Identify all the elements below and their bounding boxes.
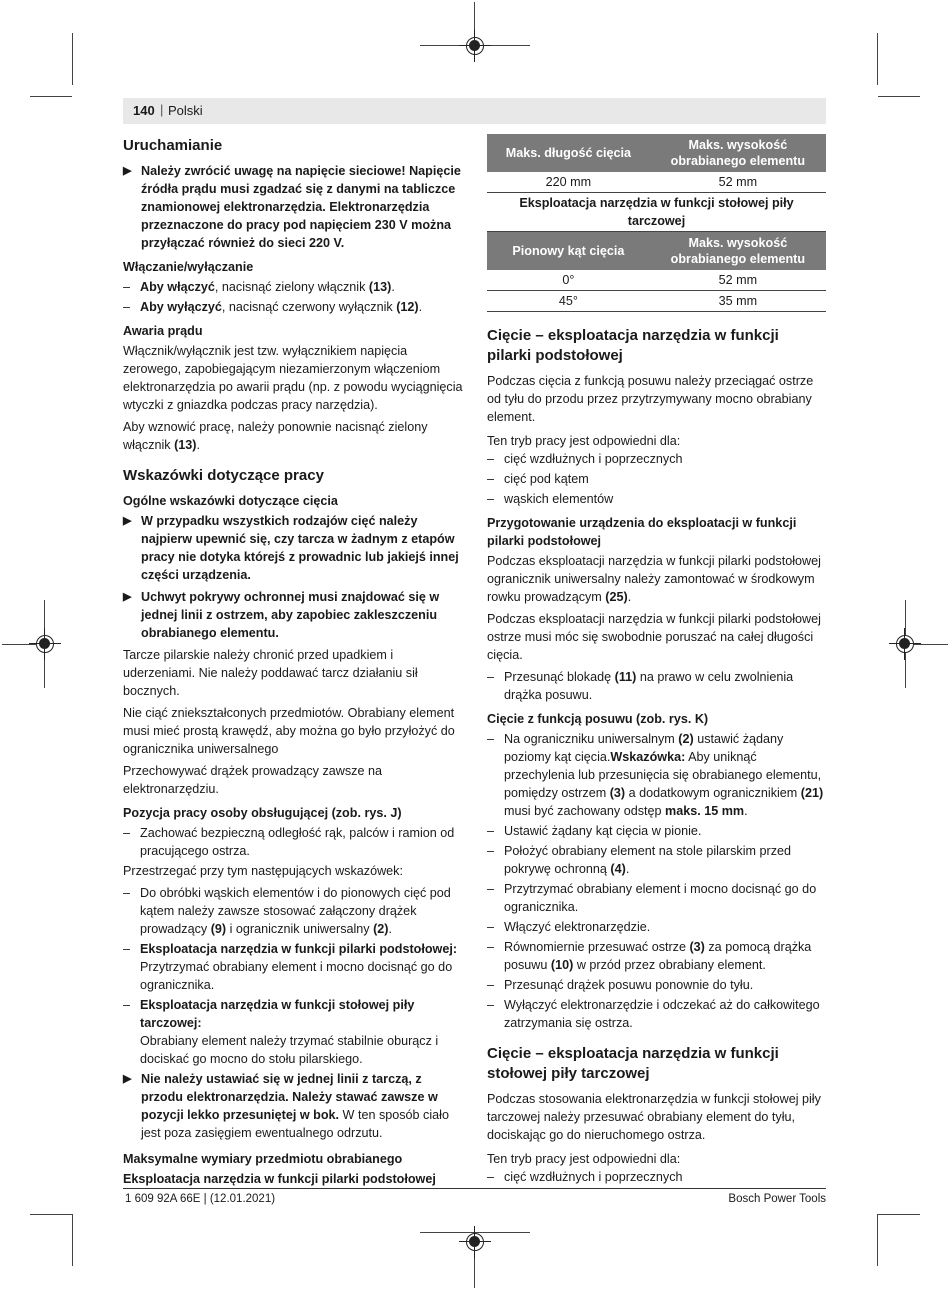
paragraph-protect: Tarcze pilarskie należy chronić przed upadkiem i uderzeniami. Nie należy poddawać tarcz działaniu sił bocznych. — [123, 648, 418, 698]
list-item-cuts-2: – cięć wzdłużnych i poprzecznych — [487, 1168, 827, 1186]
paragraph-stolowa: Podczas stosowania elektronarzędzia w funkcji stołowej piły tarczowej należy przesuwać obrabiany element do tyłu, dociskając go do nieruchomego ostrza. — [487, 1092, 821, 1142]
warning-voltage: ▶ Należy zwrócić uwagę na napięcie sieciowe! Napięcie źródła prądu musi zgadzać się z danymi na tabliczce znamionowej elektronarzędzia. Elektronarzędzia przeznaczone do pracy pod napięciem 230 V można przyłączać również do sieci 220 V. — [123, 162, 463, 252]
warning-blade-contact: ▶ W przypadku wszystkich rodzajów cięć należy najpierw upewnić się, czy tarcza w żadnym z etapów pracy nie dotyka którejś z prowadnic lub jakiejś innej części urządzenia. — [123, 512, 463, 584]
page-header — [123, 98, 826, 124]
list-item-step3: – Położyć obrabiany element na stole pilarskim przed pokrywę ochronną (4). — [487, 842, 827, 878]
heading-przygotowanie: Przygotowanie urządzenia do eksploatacji w funkcji pilarki podstołowej — [487, 516, 797, 548]
paragraph-awaria-restart: Aby wznowić pracę, należy ponownie nacisnąć zielony włącznik (13). — [123, 420, 428, 452]
table-header-cell: Pionowy kąt cięcia — [487, 232, 650, 271]
warning-stand-aside: ▶ Nie należy ustawiać się w jednej linii z tarczą, z przodu elektronarzędzia. Należy stawać zawsze w pozycji lekko przesuniętej w bok. W ten sposób ciało jest poza zasięgiem ewentualnego odrzutu. — [123, 1070, 463, 1142]
heading-ogolne: Ogólne wskazówki dotyczące cięcia — [123, 494, 338, 508]
list-item-undertable: – Eksploatacja narzędzia w funkcji pilarki podstołowej: Przytrzymać obrabiany element i mocno docisnąć go do ogranicznika. — [123, 940, 463, 994]
heading-uruchamianie: Uruchamianie — [123, 137, 223, 154]
table-row — [487, 270, 826, 291]
list-item-lock: – Przesunąć blokadę (11) na prawo w celu zwolnienia drążka posuwu. — [487, 668, 827, 704]
table-cell: 220 mm — [487, 172, 650, 193]
left-column — [123, 134, 463, 1190]
table-header-row — [487, 134, 826, 172]
list-item-step7: – Przesunąć drążek posuwu ponownie do tyłu. — [487, 976, 827, 994]
table-section-row — [487, 193, 826, 232]
list-item-angle: – cięć pod kątem — [487, 470, 827, 488]
heading-pozycja: Pozycja pracy osoby obsługującej (zob. rys. J) — [123, 806, 402, 820]
list-item-tablesaw: – Eksploatacja narzędzia w funkcji stołowej piły tarczowej: Obrabiany element należy trzymać stabilnie oburącz i dociskać go mocno do stołu pilarskiego. — [123, 996, 463, 1068]
list-item-step6: – Równomiernie przesuwać ostrze (3) za pomocą drążka posuwu (10) w przód przez obrabiany element. — [487, 938, 827, 974]
registration-mark-icon — [466, 37, 484, 55]
heading-maks: Maksymalne wymiary przedmiotu obrabianego — [123, 1152, 403, 1166]
list-item-step5: – Włączyć elektronarzędzie. — [487, 918, 827, 936]
paragraph-follow: Przestrzegać przy tym następujących wskazówek: — [123, 864, 403, 878]
crop-mark — [30, 96, 72, 97]
page-number: 140 — [133, 103, 155, 118]
list-item-narrow: – wąskich elementów — [487, 490, 827, 508]
crop-mark — [877, 1214, 878, 1266]
list-item-on: – Aby włączyć, nacisnąć zielony włącznik (13). — [123, 278, 463, 296]
crop-mark — [878, 96, 920, 97]
table-header-cell: Maks. wysokość obrabianego elementu — [650, 232, 826, 271]
heading-pilarka: Cięcie – eksploatacja narzędzia w funkcji pilarki podstołowej — [487, 327, 779, 364]
table-cell: 35 mm — [650, 291, 826, 312]
dimensions-table — [487, 134, 826, 312]
heading-posuw: Cięcie z funkcją posuwu (zob. rys. K) — [487, 712, 709, 726]
page-footer — [123, 1188, 826, 1205]
table-header-cell: Maks. długość cięcia — [487, 134, 650, 172]
list-item-narrow: – Do obróbki wąskich elementów i do pionowych cięć pod kątem należy zawsze stosować załączony drążek prowadzący (9) i ogranicznik uniwersalny (2). — [123, 884, 463, 938]
table-section-title: Eksploatacja narzędzia w funkcji stołowej piły tarczowej — [487, 193, 826, 232]
table-cell: 0° — [487, 270, 650, 291]
heading-awaria: Awaria prądu — [123, 324, 203, 338]
language-label: Polski — [168, 103, 203, 118]
registration-mark-icon — [36, 635, 54, 653]
footer-brand: Bosch Power Tools — [728, 1193, 826, 1205]
crop-mark — [30, 1214, 72, 1215]
right-column — [487, 134, 827, 1188]
paragraph-deformed: Nie ciąć zniekształconych przedmiotów. Obrabiany element musi mieć prostą krawędź, aby można go było przyłożyć do ogranicznika uniwersalnego — [123, 706, 455, 756]
table-header-row — [487, 232, 826, 271]
registration-mark-icon — [896, 635, 914, 653]
crop-mark — [878, 1214, 920, 1215]
list-item-distance: – Zachować bezpieczną odległość rąk, palców i ramion od pracującego ostrza. — [123, 824, 463, 860]
table-row — [487, 291, 826, 312]
paragraph-pilarka: Podczas cięcia z funkcją posuwu należy przeciągać ostrze od tyłu do przodu przez przytrzymywany mocno obrabiany element. — [487, 374, 814, 424]
paragraph-przyg1: Podczas eksploatacji narzędzia w funkcji pilarki podstołowej ogranicznik uniwersalny należy zamontować w środkowym rowku prowadzącym (25). — [487, 554, 821, 604]
list-item-step2: – Ustawić żądany kąt cięcia w pionie. — [487, 822, 827, 840]
paragraph-store: Przechowywać drążek prowadzący zawsze na elektronarzędziu. — [123, 764, 382, 796]
paragraph-awaria: Włącznik/wyłącznik jest tzw. wyłącznikiem napięcia zerowego, zapobiegającym niezamierzonym włączeniom elektronarzędzia po awarii prądu (np. z powodu wyciągnięcia wtyczki z gniazdka podczas pracy narzędzia). — [123, 344, 463, 412]
list-item-step8: – Wyłączyć elektronarzędzie i odczekać aż do całkowitego zatrzymania się ostrza. — [487, 996, 827, 1032]
list-item-step4: – Przytrzymać obrabiany element i mocno docisnąć go do ogranicznika. — [487, 880, 827, 916]
heading-wskazowki: Wskazówki dotyczące pracy — [123, 467, 324, 484]
table-cell: 45° — [487, 291, 650, 312]
heading-onoff: Włączanie/wyłączanie — [123, 260, 254, 274]
table-cell: 52 mm — [650, 270, 826, 291]
heading-eksploatacja: Eksploatacja narzędzia w funkcji pilarki podstołowej — [123, 1172, 436, 1186]
list-item-cuts: – cięć wzdłużnych i poprzecznych — [487, 450, 827, 468]
warning-guard-handle: ▶ Uchwyt pokrywy ochronnej musi znajdować się w jednej linii z ostrzem, aby zapobiec zakleszczeniu obrabianego elementu. — [123, 588, 463, 642]
table-header-cell: Maks. wysokość obrabianego elementu — [650, 134, 826, 172]
paragraph-tryb2: Ten tryb pracy jest odpowiedni dla: — [487, 1152, 681, 1166]
crop-mark — [72, 1214, 73, 1266]
footer-doc-id: 1 609 92A 66E | (12.01.2021) — [125, 1193, 276, 1205]
crop-mark — [72, 33, 73, 85]
paragraph-przyg2: Podczas eksploatacji narzędzia w funkcji pilarki podstołowej ostrze musi móc się swobodnie poruszać na całej długości cięcia. — [487, 612, 821, 662]
list-item-off: – Aby wyłączyć, nacisnąć czerwony wyłącznik (12). — [123, 298, 463, 316]
table-cell: 52 mm — [650, 172, 826, 193]
header-separator: | — [160, 102, 164, 117]
crop-mark — [877, 33, 878, 85]
registration-mark-icon — [466, 1233, 484, 1251]
heading-stolowa: Cięcie – eksploatacja narzędzia w funkcji stołowej piły tarczowej — [487, 1045, 779, 1082]
table-row — [487, 172, 826, 193]
list-item-step1: – Na ograniczniku uniwersalnym (2) ustawić żądany poziomy kąt cięcia.Wskazówka: Aby uniknąć przechylenia lub przesunięcia się obrabianego elementu, pomiędzy ostrzem (3) a dodatkowym ogranicznikiem (21) musi być zachowany odstęp maks. 15 mm. — [487, 730, 827, 820]
paragraph-tryb: Ten tryb pracy jest odpowiedni dla: — [487, 434, 681, 448]
